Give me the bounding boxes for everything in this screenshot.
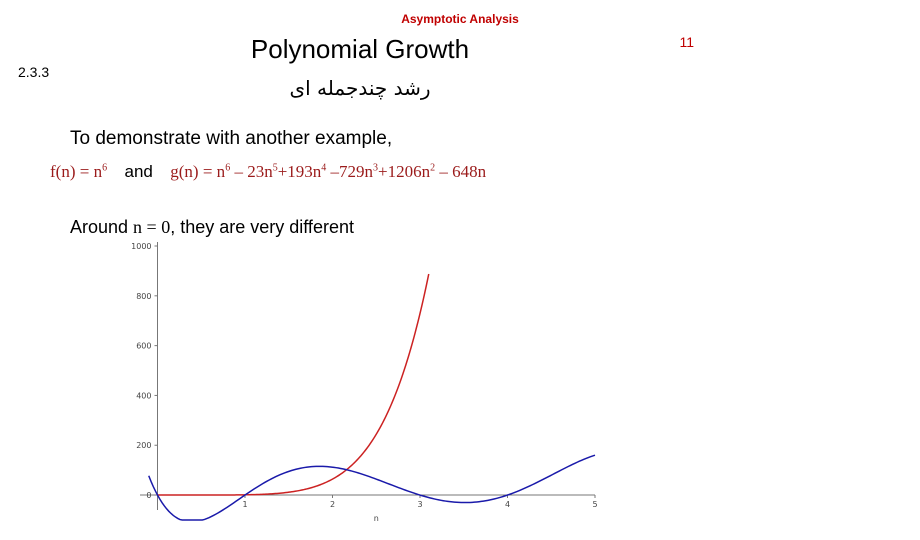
polynomial-chart xyxy=(100,240,620,524)
y-tick-label: 400 xyxy=(136,391,152,401)
function-definitions xyxy=(50,162,486,182)
note-text: Around n = 0, they are very different xyxy=(70,217,354,237)
section-number: 2.3.3 xyxy=(18,64,50,80)
intro-text: To demonstrate with another example, xyxy=(70,128,393,149)
y-tick-label: 1000 xyxy=(131,242,152,251)
slide-subtitle: رشد چندجمله ای xyxy=(289,76,431,100)
note-expr: n = 0 xyxy=(133,217,171,237)
y-tick-label: 0 xyxy=(146,491,152,501)
slide-title: Polynomial Growth xyxy=(250,34,470,64)
y-tick-label: 800 xyxy=(136,291,152,301)
x-tick-label: 4 xyxy=(504,500,511,510)
f-definition: $f(n) = n^6$ xyxy=(50,162,108,181)
page-number: 11 xyxy=(679,34,694,50)
x-tick-label: 5 xyxy=(592,500,598,510)
x-tick-label: 3 xyxy=(417,500,423,510)
course-header: Asymptotic Analysis xyxy=(401,12,519,26)
and-word: and xyxy=(124,162,153,181)
y-tick-label: 600 xyxy=(136,341,152,351)
x-tick-label: 2 xyxy=(329,500,336,510)
g-definition: $g(n) = n^6 - 23n^5+193n^4$ $-729n^3+1206n^2 - 648n$ xyxy=(170,162,487,181)
x-axis-label: n xyxy=(373,514,379,524)
x-tick-label: 1 xyxy=(242,500,248,510)
series-line-f xyxy=(158,274,429,495)
series-line-g xyxy=(149,455,598,520)
y-tick-label: 200 xyxy=(136,441,152,451)
